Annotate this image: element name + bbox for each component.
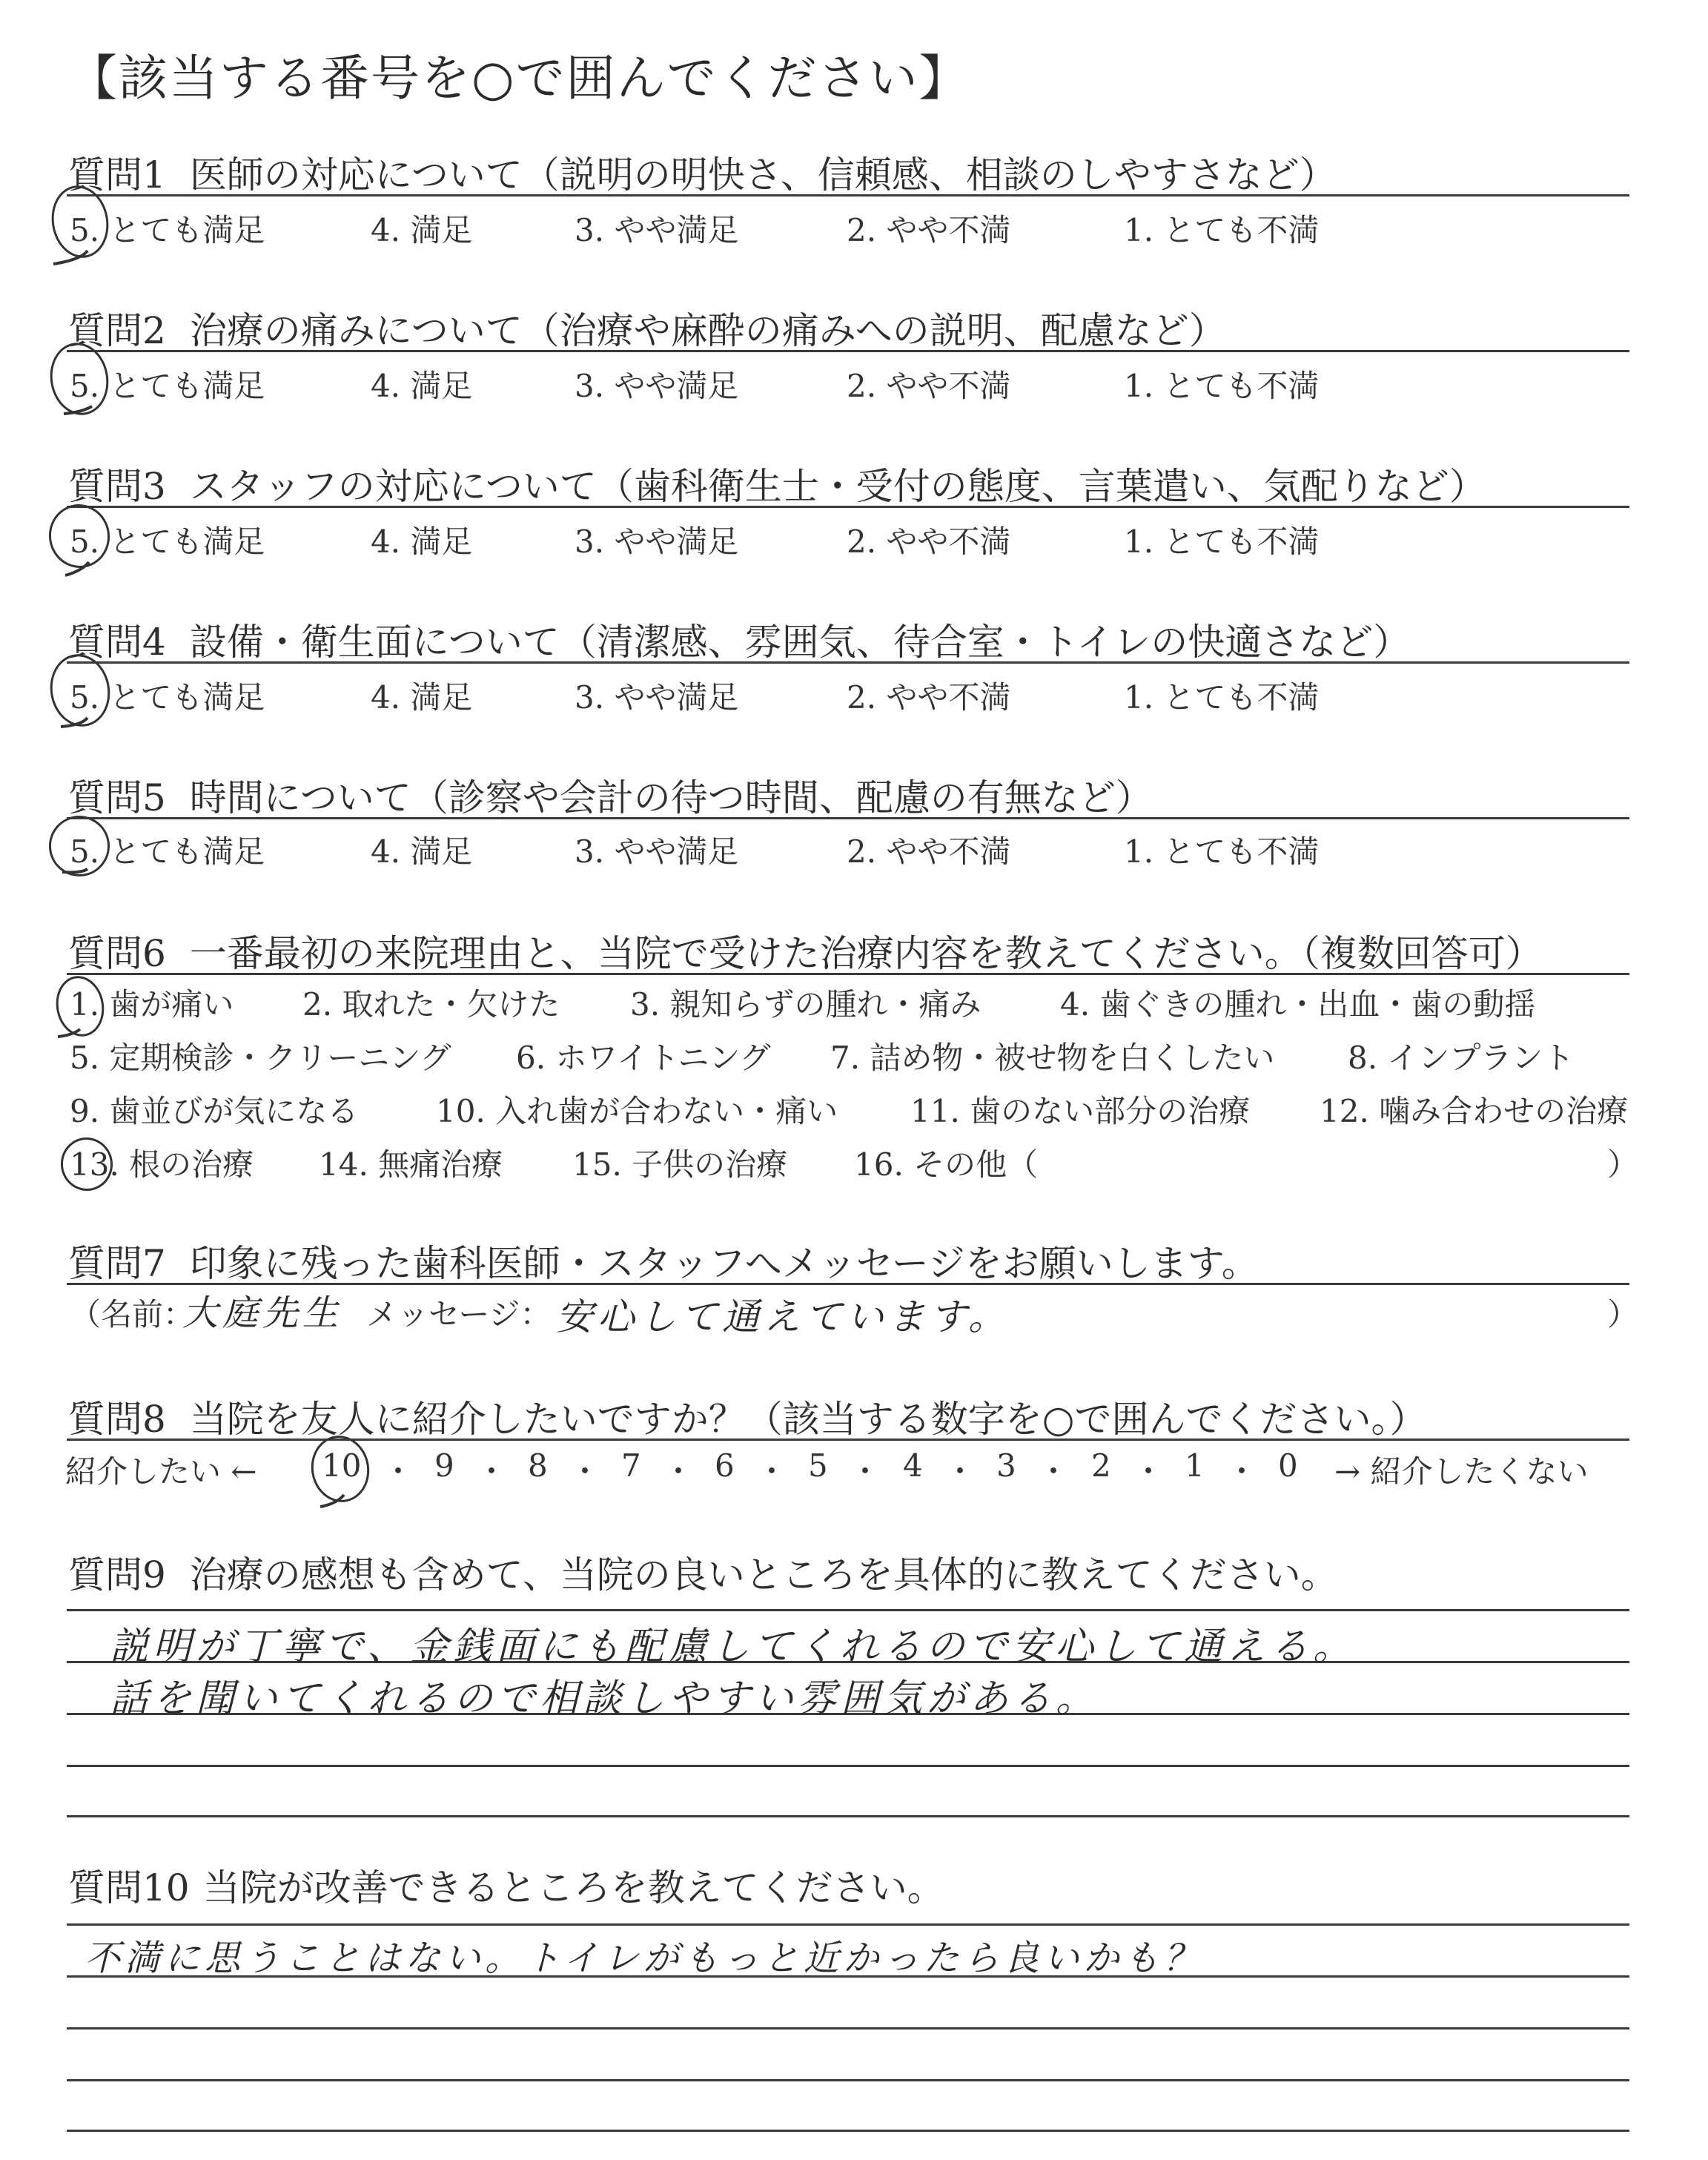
q6-close-paren: ） (1607, 1146, 1639, 1183)
q7-name-value[interactable]: 大庭先生 (182, 1292, 343, 1334)
q5-option-3[interactable]: 3. やや満足 (575, 833, 739, 870)
q6-option-9[interactable]: 9. 歯並びが気になる (70, 1093, 359, 1129)
question-6-rule (67, 973, 1629, 975)
q8-number-6[interactable]: 6 (715, 1447, 735, 1484)
question-6-label: 質問6 (68, 932, 166, 975)
question-3-rule (67, 506, 1629, 508)
q4-option-4[interactable]: 4. 満足 (371, 679, 473, 716)
q8-number-2[interactable]: 2 (1091, 1447, 1111, 1484)
question-8-label: 質問8 (68, 1398, 166, 1441)
q7-message-label: メッセージ： (366, 1296, 552, 1332)
question-4-rule (67, 661, 1629, 664)
q6-option-14[interactable]: 14. 無痛治療 (319, 1146, 503, 1183)
q5-option-2[interactable]: 2. やや不満 (847, 833, 1011, 870)
q2-option-3[interactable]: 3. やや満足 (575, 368, 739, 404)
question-8-text: 当院を友人に紹介したいですか？（該当する数字を○で囲んでください。） (189, 1398, 1427, 1441)
q7-close-paren: ） (1607, 1296, 1639, 1332)
q6-option-10[interactable]: 10. 入れ歯が合わない・痛い (436, 1093, 838, 1129)
q10-answer-line-5 (67, 2130, 1629, 2132)
q8-dot: ・ (383, 1453, 414, 1490)
q9-answer-line-4 (67, 1765, 1629, 1767)
q1-option-2[interactable]: 2. やや不満 (847, 212, 1011, 248)
q3-option-3[interactable]: 3. やや満足 (575, 524, 739, 560)
question-6-text: 一番最初の来院理由と、当院で受けた治療内容を教えてください。（複数回答可） (189, 932, 1543, 975)
q2-option-4[interactable]: 4. 満足 (371, 368, 473, 404)
q6-option-1[interactable]: 1. 歯が痛い (70, 986, 234, 1023)
question-1 (68, 145, 1337, 199)
q6-option-7[interactable]: 7. 詰め物・被せ物を白くしたい (830, 1040, 1275, 1076)
question-5-rule (67, 817, 1629, 819)
q5-option-4[interactable]: 4. 満足 (371, 833, 473, 870)
question-4-label: 質問4 (68, 621, 166, 664)
q6-option-5[interactable]: 5. 定期検診・クリーニング (70, 1040, 451, 1076)
q4-option-2[interactable]: 2. やや不満 (847, 679, 1011, 716)
question-3 (68, 457, 1486, 510)
question-4-text: 設備・衛生面について（清潔感、雰囲気、待合室・トイレの快適さなど） (189, 621, 1411, 664)
q8-number-7[interactable]: 7 (621, 1447, 641, 1484)
q5-option-5[interactable]: 5. とても満足 (70, 833, 265, 870)
q10-answer-line-4 (67, 2079, 1629, 2081)
q10-answer-line-1 (67, 1923, 1629, 1926)
question-9-label: 質問9 (68, 1553, 166, 1596)
q7-message-value[interactable]: 安心して通えています。 (556, 1295, 1010, 1338)
question-1-rule (67, 194, 1629, 196)
q1-option-1[interactable]: 1. とても不満 (1124, 212, 1320, 248)
question-5-text: 時間について（診察や会計の待つ時間、配慮の有無など） (189, 776, 1153, 819)
q6-option-6[interactable]: 6. ホワイトニング (516, 1040, 771, 1076)
q1-option-4[interactable]: 4. 満足 (371, 212, 473, 248)
question-9-text: 治療の感想も含めて、当院の良いところを具体的に教えてください。 (189, 1553, 1338, 1596)
q10-answer-text-1[interactable]: 不満に思うことはない。トイレがもっと近かったら良いかも？ (85, 1938, 1204, 1979)
q8-dot: ・ (850, 1453, 881, 1490)
question-8 (68, 1390, 1426, 1443)
q8-number-3[interactable]: 3 (996, 1447, 1016, 1484)
q8-number-1[interactable]: 1 (1185, 1447, 1205, 1484)
question-10-label: 質問10 (68, 1866, 190, 1909)
q8-number-0[interactable]: 0 (1278, 1447, 1298, 1484)
question-2-label: 質問2 (68, 309, 166, 352)
q8-dot: ・ (1038, 1453, 1070, 1490)
q8-dot: ・ (476, 1453, 508, 1490)
q9-answer-text-1[interactable]: 説明が丁寧で、金銭面にも配慮してくれるので安心して通える。 (110, 1625, 1356, 1669)
q2-option-1[interactable]: 1. とても不満 (1124, 368, 1320, 404)
q3-option-1[interactable]: 1. とても不満 (1124, 524, 1320, 560)
q3-option-2[interactable]: 2. やや不満 (847, 524, 1011, 560)
q6-option-4[interactable]: 4. 歯ぐきの腫れ・出血・歯の動揺 (1060, 986, 1536, 1023)
question-5 (68, 768, 1153, 822)
q5-option-1[interactable]: 1. とても不満 (1124, 833, 1320, 870)
q8-number-5[interactable]: 5 (808, 1447, 828, 1484)
question-8-rule (67, 1439, 1629, 1441)
q8-dot: ・ (756, 1453, 788, 1490)
q1-option-3[interactable]: 3. やや満足 (575, 212, 739, 248)
question-1-label: 質問1 (68, 153, 166, 196)
q2-option-2[interactable]: 2. やや不満 (847, 368, 1011, 404)
q4-option-1[interactable]: 1. とても不満 (1124, 679, 1320, 716)
question-2-rule (67, 350, 1629, 352)
question-7-label: 質問7 (68, 1242, 166, 1285)
q8-number-4[interactable]: 4 (903, 1447, 923, 1484)
q8-dot: ・ (663, 1453, 695, 1490)
question-7-text: 印象に残った歯科医師・スタッフへメッセージをお願いします。 (189, 1242, 1259, 1285)
q8-dot: ・ (1226, 1453, 1258, 1490)
q6-option-2[interactable]: 2. 取れた・欠けた (302, 986, 560, 1023)
q8-number-9[interactable]: 9 (434, 1447, 454, 1484)
question-2-text: 治療の痛みについて（治療や麻酔の痛みへの説明、配慮など） (189, 309, 1226, 352)
q1-option-5[interactable]: 5. とても満足 (70, 212, 265, 248)
question-3-text: スタッフの対応について（歯科衛生士・受付の態度、言葉遣い、気配りなど） (189, 465, 1486, 508)
q6-option-3[interactable]: 3. 親知らずの腫れ・痛み (630, 986, 982, 1023)
question-4 (68, 612, 1410, 666)
page-title: 【該当する番号を○で囲んでください】 (68, 50, 970, 107)
question-9 (68, 1545, 1338, 1599)
question-3-label: 質問3 (68, 465, 166, 508)
q6-option-11[interactable]: 11. 歯のない部分の治療 (910, 1093, 1251, 1129)
q6-option-15[interactable]: 15. 子供の治療 (572, 1146, 788, 1183)
q10-answer-line-3 (67, 2027, 1629, 2029)
question-10-text: 当院が改善できるところを教えてください。 (202, 1866, 944, 1909)
q6-option-16[interactable]: 16. その他（ (854, 1146, 1039, 1183)
q9-answer-text-2[interactable]: 話を聞いてくれるので相談しやすい雰囲気がある。 (110, 1677, 1099, 1721)
q2-option-5[interactable]: 5. とても満足 (70, 368, 265, 404)
q4-option-3[interactable]: 3. やや満足 (575, 679, 739, 716)
q8-number-8[interactable]: 8 (528, 1447, 548, 1484)
question-6 (68, 924, 1543, 977)
q8-right-label: → 紹介したくない (1334, 1453, 1589, 1490)
question-2 (68, 301, 1226, 354)
q6-option-13[interactable]: 13. 根の治療 (70, 1146, 254, 1183)
question-1-text: 医師の対応について（説明の明快さ、信頼感、相談のしやすさなど） (189, 153, 1337, 196)
q6-option-12[interactable]: 12. 噛み合わせの治療 (1320, 1093, 1629, 1129)
q8-dot: ・ (569, 1453, 601, 1490)
q4-option-5[interactable]: 5. とても満足 (70, 679, 265, 716)
q9-answer-line-1 (67, 1609, 1629, 1611)
q6-option-8[interactable]: 8. インプラント (1348, 1040, 1575, 1076)
question-7 (68, 1234, 1259, 1287)
q8-dot: ・ (944, 1453, 976, 1490)
question-5-label: 質問5 (68, 776, 166, 819)
q3-option-5[interactable]: 5. とても満足 (70, 524, 265, 560)
q7-name-label: （名前： (70, 1296, 195, 1332)
question-10 (68, 1858, 944, 1912)
q8-number-10[interactable]: 10 (322, 1447, 362, 1484)
q8-dot: ・ (1133, 1453, 1165, 1490)
q3-option-4[interactable]: 4. 満足 (371, 524, 473, 560)
q9-answer-line-5 (67, 1815, 1629, 1817)
q8-left-label: 紹介したい ← (65, 1453, 257, 1490)
